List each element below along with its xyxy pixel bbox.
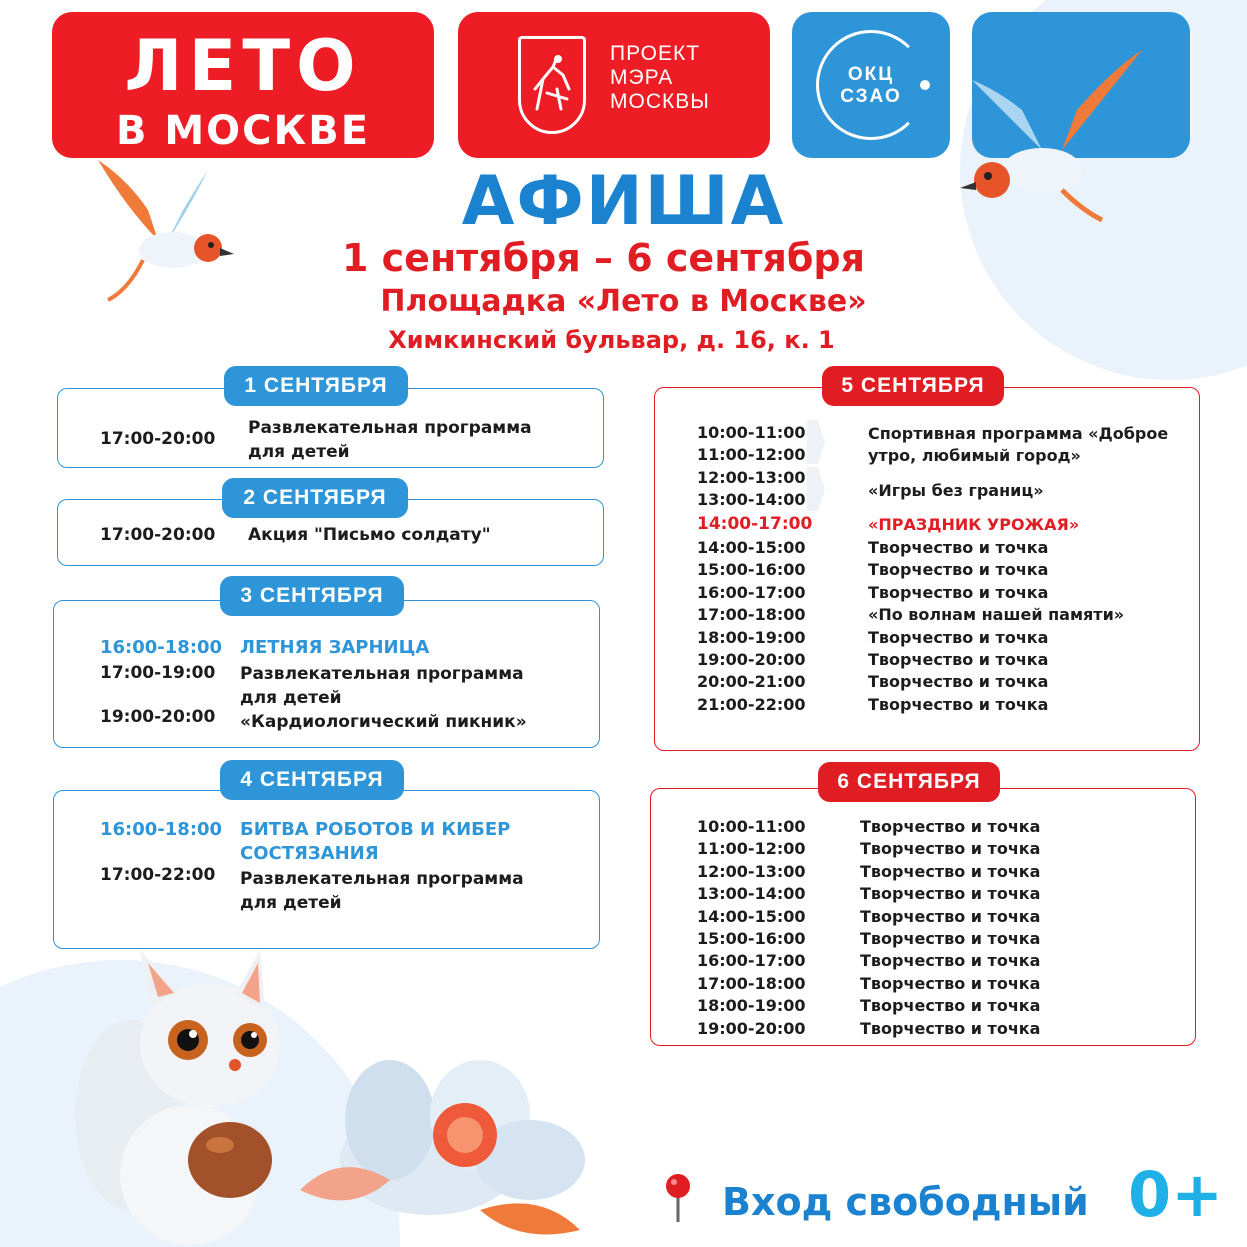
time-list (697, 537, 806, 716)
event-time: 16:00-17:00 (697, 951, 806, 971)
event-time: 17:00-19:00 (100, 663, 216, 683)
event-title: Творчество и точка (860, 996, 1041, 1016)
event-time: 18:00-19:00 (697, 996, 806, 1016)
event-time: 21:00-22:00 (697, 694, 806, 714)
event-time: 19:00-20:00 (697, 1018, 806, 1038)
date-range: 1 сентября – 6 сентября (341, 236, 866, 280)
mayor-text-line: МЭРА (610, 66, 674, 89)
event-time: 15:00-16:00 (697, 929, 806, 949)
event-title: Творчество и точка (860, 884, 1041, 904)
okc-text (792, 64, 950, 108)
mayor-text-line: МОСКВЫ (610, 90, 710, 113)
poster-title: АФИША (461, 162, 786, 241)
event-time: 12:00-13:00 (697, 467, 806, 487)
day-label-sep5: 5 СЕНТЯБРЯ (822, 366, 1004, 406)
day-card-sep4 (53, 790, 600, 949)
event-time: 14:00-15:00 (697, 538, 806, 557)
event-time: 10:00-11:00 (697, 817, 806, 836)
event-title: для детей (240, 688, 342, 708)
venue-name: Площадка «Лето в Москве» (380, 284, 867, 319)
mayor-project-text (610, 42, 710, 114)
free-entry-text: Вход свободный (722, 1180, 1089, 1224)
event-time: 17:00-18:00 (697, 605, 806, 625)
event-time: 19:00-20:00 (100, 707, 216, 727)
map-pin-icon (660, 1172, 696, 1224)
flower-illustration (280, 1040, 610, 1247)
event-title: Развлекательная программа (240, 664, 524, 684)
event-title: Творчество и точка (868, 672, 1049, 692)
event-time: 14:00-15:00 (697, 906, 806, 926)
event-time: 17:00-18:00 (697, 973, 806, 993)
day-label-sep6: 6 СЕНТЯБРЯ (818, 762, 1000, 802)
event-title: Творчество и точка (868, 538, 1049, 557)
event-time: 11:00-12:00 (697, 445, 806, 465)
event-title: для детей (248, 442, 350, 462)
day-label-sep3: 3 СЕНТЯБРЯ (220, 576, 404, 616)
day-label-sep2: 2 СЕНТЯБРЯ (222, 478, 408, 518)
event-title-highlight: БИТВА РОБОТОВ И КИБЕР (240, 819, 511, 840)
logo-subtitle: В МОСКВЕ (115, 108, 371, 154)
age-rating: 0+ (1128, 1158, 1224, 1231)
bracket-arrow-icon (807, 467, 825, 511)
mayor-text-line: ПРОЕКТ (610, 42, 701, 65)
event-title: Творчество и точка (860, 1018, 1041, 1038)
event-time: 17:00-22:00 (100, 865, 216, 885)
event-time: 15:00-16:00 (697, 560, 806, 580)
event-title: Развлекательная программа (240, 869, 524, 889)
event-time: 13:00-14:00 (697, 884, 806, 904)
logo-title: ЛЕТО (124, 25, 362, 107)
event-time: 11:00-12:00 (697, 839, 806, 859)
day-label-sep4: 4 СЕНТЯБРЯ (220, 760, 404, 800)
day-card-sep3 (53, 600, 600, 748)
okc-text-line: СЗАО (840, 86, 902, 107)
leto-v-moskve-logo (52, 12, 434, 158)
mayor-project-logo (458, 12, 770, 158)
event-title: утро, любимый город» (868, 446, 1081, 465)
day-card-sep5 (654, 387, 1200, 751)
event-time: 17:00-20:00 (100, 525, 216, 545)
event-title: «Игры без границ» (868, 481, 1044, 500)
event-title-highlight: СОСТЯЗАНИЯ (240, 843, 379, 864)
event-title: Творчество и точка (860, 861, 1041, 881)
event-list (860, 816, 1040, 1040)
event-time: 20:00-21:00 (697, 672, 806, 692)
event-title: Творчество и точка (868, 694, 1049, 714)
event-title: Творчество и точка (868, 560, 1049, 580)
event-title: Творчество и точка (860, 973, 1041, 993)
event-time-highlight: 14:00-17:00 (697, 514, 813, 534)
event-time: 13:00-14:00 (697, 490, 806, 510)
venue-address: Химкинский бульвар, д. 16, к. 1 (388, 326, 835, 354)
event-time: 10:00-11:00 (697, 423, 806, 442)
event-title: «Кардиологический пикник» (240, 712, 527, 732)
event-title-highlight: ЛЕТНЯЯ ЗАРНИЦА (240, 637, 430, 658)
event-time: 18:00-19:00 (697, 627, 806, 647)
event-title: Акция "Письмо солдату" (248, 525, 491, 545)
okc-text-line: ОКЦ (847, 64, 895, 85)
event-list (868, 537, 1124, 716)
event-time-highlight: 16:00-18:00 (100, 819, 223, 840)
moscow-crest-icon (518, 36, 586, 134)
day-card-sep6 (650, 788, 1196, 1046)
event-title: «По волнам нашей памяти» (868, 605, 1125, 625)
event-time: 19:00-20:00 (697, 650, 806, 670)
okc-szao-logo (792, 12, 950, 158)
event-title: для детей (240, 893, 342, 913)
event-title: Творчество и точка (860, 929, 1041, 949)
event-time-highlight: 16:00-18:00 (100, 637, 223, 658)
event-title: Спортивная программа «Доброе (868, 424, 1169, 443)
day-label-sep1: 1 СЕНТЯБРЯ (224, 366, 408, 406)
time-list (697, 422, 806, 512)
time-list (697, 816, 806, 1040)
event-time: 17:00-20:00 (100, 429, 216, 449)
event-title: Творчество и точка (868, 650, 1049, 670)
event-title: Творчество и точка (860, 817, 1041, 836)
event-time: 12:00-13:00 (697, 861, 806, 881)
event-title-highlight: «ПРАЗДНИК УРОЖАЯ» (868, 515, 1080, 534)
event-time: 16:00-17:00 (697, 582, 806, 602)
event-title: Творчество и точка (860, 906, 1041, 926)
event-title: Творчество и точка (868, 582, 1049, 602)
bracket-arrow-icon (807, 420, 825, 464)
event-title: Творчество и точка (868, 627, 1049, 647)
squirrel-illustration (70, 945, 290, 1245)
event-title: Развлекательная программа (248, 418, 532, 438)
event-title: Творчество и точка (860, 951, 1041, 971)
event-title: Творчество и точка (860, 839, 1041, 859)
